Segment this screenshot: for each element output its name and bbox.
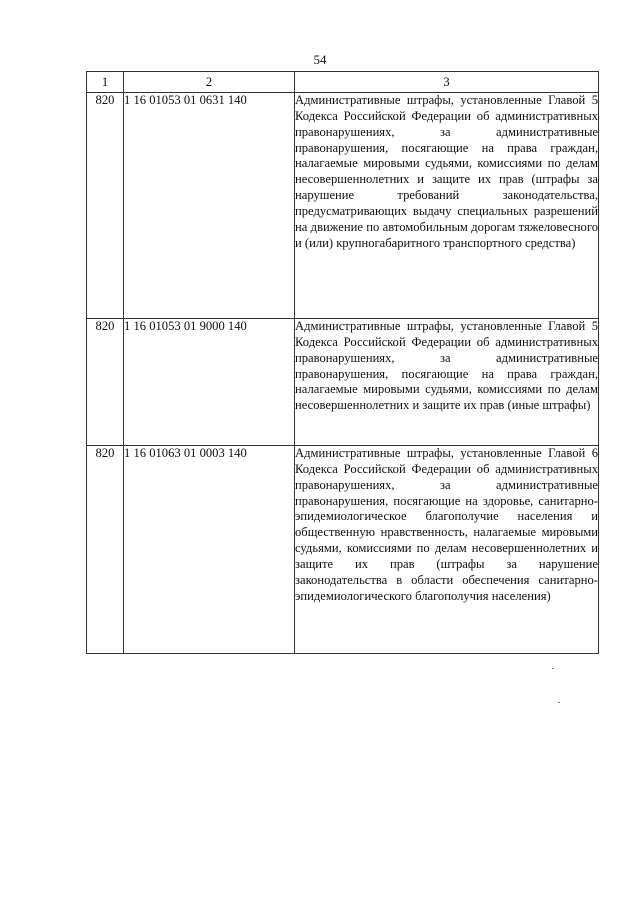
budget-code-cell: 1 16 01053 01 9000 140 (124, 319, 295, 446)
table-row (87, 319, 599, 446)
budget-code-cell: 1 16 01063 01 0003 140 (124, 446, 295, 654)
table-row (87, 446, 599, 654)
budget-code-cell: 1 16 01053 01 0631 140 (124, 93, 295, 319)
scan-speck (552, 668, 554, 669)
admin-code-cell: 820 (87, 319, 124, 446)
table-header-row (87, 72, 599, 93)
admin-code-cell: 820 (87, 93, 124, 319)
budget-code-table (86, 71, 599, 654)
description-cell: Административные штрафы, установленные Главой 6 Кодекса Российской Федерации об административных правонарушениях, за административные правонарушения, посягающие на здоровье, санитарно-эпидемиологическое благополучие населения и общественную нравственность, налагаемые мировыми судьями, комиссиями по делам несовершеннолетних и защите их прав (штрафы за нарушение законодательства в области обеспечения санитарно-эпидемиологического благополучия населения) (295, 446, 599, 654)
admin-code-cell: 820 (87, 446, 124, 654)
scan-speck (558, 702, 560, 703)
page-number: 54 (313, 52, 327, 67)
header-col-1: 1 (87, 72, 124, 93)
header-col-3: 3 (295, 72, 599, 93)
table-row (87, 93, 599, 319)
description-cell: Административные штрафы, установленные Главой 5 Кодекса Российской Федерации об административных правонарушениях, за административные правонарушения, посягающие на права граждан, налагаемые мировыми судьями, комиссиями по делам несовершеннолетних и защите их прав (иные штрафы) (295, 319, 599, 446)
description-cell: Административные штрафы, установленные Главой 5 Кодекса Российской Федерации об административных правонарушениях, за административные правонарушения, посягающие на права граждан, налагаемые мировыми судьями, комиссиями по делам несовершеннолетних и защите их прав (штрафы за нарушение требований законодательства, предусматривающих выдачу специальных разрешений на движение по автомобильным дорогам тяжеловесного и (или) крупногабаритного транспортного средства) (295, 93, 599, 319)
header-col-2: 2 (124, 72, 295, 93)
